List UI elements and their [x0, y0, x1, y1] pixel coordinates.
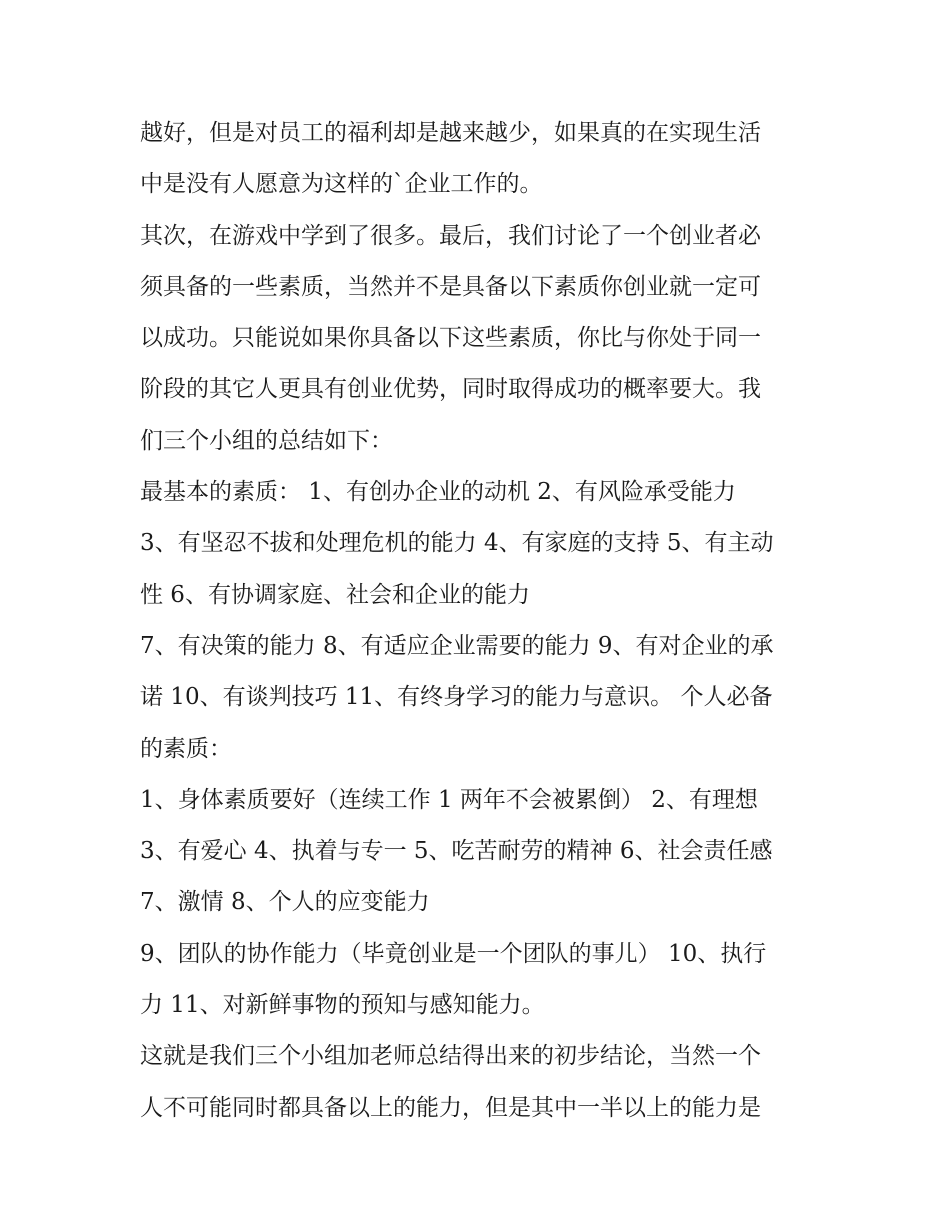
text-line: 最基本的素质： 1、有创办企业的动机 2、有风险承受能力	[140, 479, 736, 506]
text-line: 须具备的一些素质，当然并不是具备以下素质你创业就一定可	[140, 273, 761, 300]
text-line: 人不可能同时都具备以上的能力，但是其中一半以上的能力是	[140, 1094, 761, 1121]
text-line: 9、团队的协作能力（毕竟创业是一个团队的事儿） 10、执行	[140, 940, 767, 967]
body-text	[140, 108, 820, 1134]
text-line: 诺 10、有谈判技巧 11、有终身学习的能力与意识。 个人必备	[140, 684, 773, 711]
text-line: 7、激情 8、个人的应变能力	[140, 889, 430, 916]
text-line: 的素质：	[140, 735, 232, 762]
text-line: 越好，但是对员工的福利却是越来越少，如果真的在实现生活	[140, 120, 761, 146]
text-line: 7、有决策的能力 8、有适应企业需要的能力 9、有对企业的承	[140, 632, 774, 659]
text-line: 力 11、对新鲜事物的预知与感知能力。	[140, 992, 545, 1019]
text-line: 们三个小组的总结如下：	[140, 427, 393, 454]
text-line: 阶段的其它人更具有创业优势，同时取得成功的概率要大。我	[140, 376, 761, 403]
text-line: 以成功。只能说如果你具备以下这些素质，你比与你处于同一	[140, 325, 761, 352]
text-line: 性 6、有协调家庭、社会和企业的能力	[140, 581, 530, 608]
text-line: 其次，在游戏中学到了很多。最后，我们讨论了一个创业者必	[140, 222, 761, 249]
text-line: 这就是我们三个小组加老师总结得出来的初步结论，当然一个	[140, 1043, 761, 1070]
text-line: 1、身体素质要好（连续工作 1 两年不会被累倒） 2、有理想	[140, 786, 758, 813]
text-line: 中是没有人愿意为这样的`企业工作的。	[140, 171, 543, 198]
text-line: 3、有坚忍不拔和处理危机的能力 4、有家庭的支持 5、有主动	[140, 530, 774, 557]
text-line: 3、有爱心 4、执着与专一 5、吃苦耐劳的精神 6、社会责任感	[140, 838, 773, 865]
